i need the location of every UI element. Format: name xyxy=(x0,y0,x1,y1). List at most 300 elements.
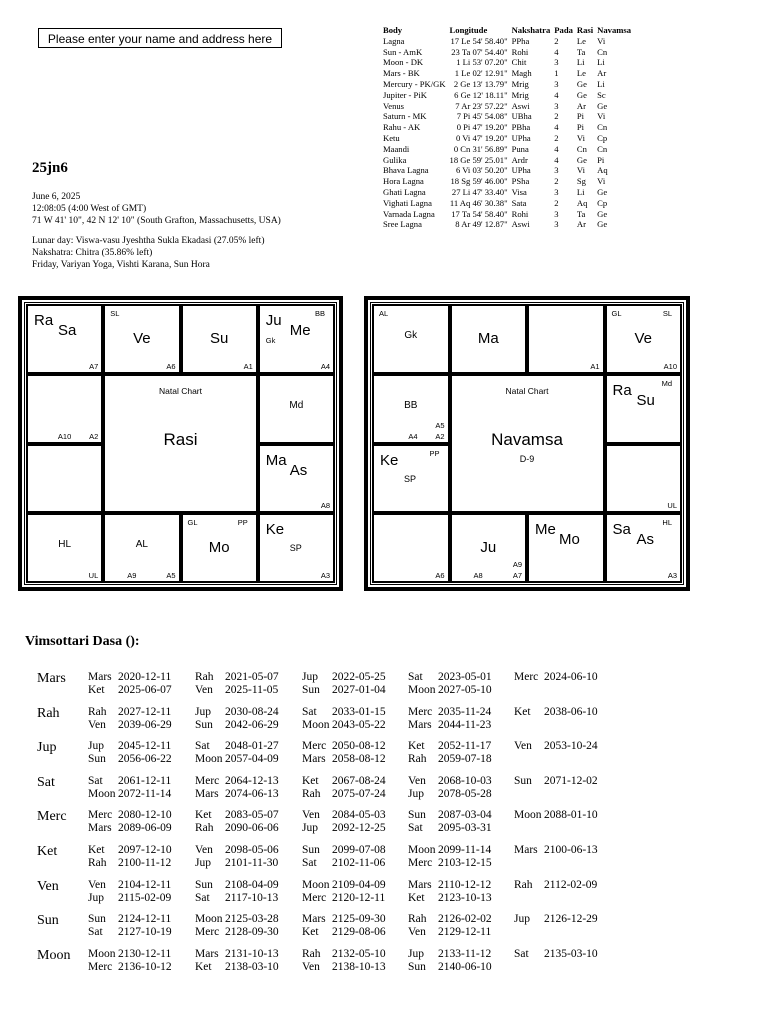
chart-cell-pi xyxy=(26,304,103,374)
antardasa-date: 2138-03-10 xyxy=(225,960,279,973)
body-cell: Le xyxy=(576,35,586,46)
dasa-antardasa xyxy=(302,684,386,696)
upagraha-label: GL xyxy=(187,518,198,528)
antardasa-planet: Sat xyxy=(408,671,423,683)
antardasa-date: 2059-07-18 xyxy=(438,753,492,766)
antardasa-date: 2090-06-06 xyxy=(225,822,279,835)
antardasa-date: 2112-02-09 xyxy=(544,878,598,891)
dasa-antardasa xyxy=(302,671,386,683)
arudha-label: A4 xyxy=(320,361,330,371)
antardasa-planet: Ket xyxy=(302,926,319,939)
body-cell: Li xyxy=(576,57,585,68)
body-cell: Sree Lagna xyxy=(383,219,422,230)
dasa-antardasa xyxy=(302,788,386,800)
body-cell: 3 xyxy=(554,186,559,197)
body-row xyxy=(383,133,635,144)
antardasa-planet: Jup xyxy=(195,705,211,718)
body-cell: Ghati Lagna xyxy=(383,186,426,197)
dasa-antardasa xyxy=(408,961,492,973)
antardasa-date: 2102-11-06 xyxy=(332,857,386,869)
antardasa-planet: Ket xyxy=(302,774,319,787)
arudha-label: A5 xyxy=(166,571,176,580)
antardasa-planet: Ven xyxy=(302,809,320,822)
chart-cell-sc xyxy=(450,513,528,583)
antardasa-date: 2068-10-03 xyxy=(438,774,492,787)
antardasa-date: 2100-11-12 xyxy=(118,857,172,869)
dasa-antardasa xyxy=(88,706,171,718)
body-cell: Vi xyxy=(576,132,585,143)
planet-label: Ra xyxy=(34,312,54,329)
chart-cell-le xyxy=(258,444,335,514)
dasa-antardasa xyxy=(408,857,492,869)
antardasa-date: 2064-12-13 xyxy=(225,774,279,787)
antardasa-date: 2080-12-10 xyxy=(118,809,172,822)
arudha-label: A3 xyxy=(667,571,677,580)
dasa-antardasa xyxy=(195,671,279,683)
body-cell: Pi xyxy=(597,154,605,165)
dasa-antardasa xyxy=(514,706,598,718)
antardasa-planet: Ven xyxy=(302,960,320,973)
planet-label: Ve xyxy=(634,329,653,347)
upagraha-label: HL xyxy=(662,518,672,528)
antardasa-planet: Merc xyxy=(408,705,433,718)
body-cell: 2 xyxy=(554,176,559,187)
antardasa-date: 2130-12-11 xyxy=(118,947,172,960)
body-cell: 4 xyxy=(554,89,559,100)
body-cell: Chit xyxy=(511,57,527,68)
dasa-antardasa xyxy=(88,857,171,869)
antardasa-date: 2071-12-02 xyxy=(544,774,598,787)
dasa-mahadasa: Rah xyxy=(37,705,60,721)
antardasa-planet: Sat xyxy=(195,891,210,904)
antardasa-date: 2092-12-25 xyxy=(332,822,386,835)
antardasa-planet: Jup xyxy=(88,740,104,753)
arudha-label: A8 xyxy=(473,571,483,580)
antardasa-date: 2140-06-10 xyxy=(438,960,492,973)
antardasa-planet: Sat xyxy=(408,822,423,835)
antardasa-planet: Rah xyxy=(88,857,107,869)
dasa-mahadasa: Moon xyxy=(37,947,71,963)
chart-cell-aq xyxy=(26,374,103,444)
chart-cell-cn xyxy=(258,374,335,444)
antardasa-planet: Ven xyxy=(514,740,532,753)
arudha-label: A1 xyxy=(243,361,253,371)
dasa-antardasa xyxy=(302,892,385,904)
body-row xyxy=(383,187,635,198)
dasa-antardasa xyxy=(408,926,491,938)
dasa-antardasa xyxy=(88,671,171,683)
antardasa-date: 2023-05-01 xyxy=(438,671,492,683)
dasa-antardasa xyxy=(408,913,492,925)
chart-cell-li xyxy=(527,513,605,583)
dasa-antardasa xyxy=(88,788,171,800)
body-cell: 2 xyxy=(554,197,559,208)
body-cell: Vi xyxy=(597,176,606,187)
antardasa-date: 2088-01-10 xyxy=(544,809,598,822)
antardasa-planet: Rah xyxy=(195,671,214,683)
antardasa-planet: Mars xyxy=(302,753,326,766)
body-cell: 3 xyxy=(554,57,559,68)
antardasa-planet: Jup xyxy=(302,822,318,835)
upagraha-label: GL xyxy=(611,309,622,318)
antardasa-planet: Rah xyxy=(88,705,107,718)
body-cell: 18 Ge 59' 25.01" xyxy=(449,154,508,165)
antardasa-date: 2126-12-29 xyxy=(544,913,598,926)
planet-label: Ju xyxy=(265,312,282,329)
dasa-antardasa xyxy=(195,788,279,800)
antardasa-date: 2087-03-04 xyxy=(438,809,492,822)
dasa-mahadasa: Sat xyxy=(37,774,55,790)
body-cell: Maandi xyxy=(383,143,410,154)
antardasa-planet: Mars xyxy=(514,844,538,856)
planet-label: Ma xyxy=(265,451,287,469)
antardasa-planet: Mars xyxy=(408,878,432,891)
chart-cell-ar xyxy=(450,304,528,374)
body-row xyxy=(383,155,635,166)
antardasa-planet: Mars xyxy=(88,822,112,835)
antardasa-planet: Moon xyxy=(302,878,330,891)
dasa-antardasa xyxy=(88,775,171,787)
body-cell: Li xyxy=(597,57,605,68)
dasa-antardasa xyxy=(408,879,491,891)
dasa-antardasa xyxy=(302,913,386,925)
body-cell: Ge xyxy=(576,154,587,165)
arudha-label: UL xyxy=(88,571,99,580)
antardasa-date: 2097-12-10 xyxy=(118,844,172,856)
antardasa-planet: Mars xyxy=(195,947,219,960)
antardasa-date: 2138-10-13 xyxy=(332,960,386,973)
dasa-antardasa xyxy=(408,809,492,821)
arudha-label: A10 xyxy=(57,431,72,441)
body-row xyxy=(383,144,635,155)
bodies-header-row xyxy=(383,25,635,36)
dasa-antardasa xyxy=(514,775,598,787)
antardasa-planet: Moon xyxy=(302,718,330,731)
antardasa-planet: Ket xyxy=(88,844,105,856)
body-cell: Mrig xyxy=(511,78,529,89)
antardasa-planet: Jup xyxy=(408,787,424,800)
body-cell: Ta xyxy=(576,46,586,57)
antardasa-date: 2039-06-29 xyxy=(118,718,172,731)
body-cell: 3 xyxy=(554,219,559,230)
body-cell: Sg xyxy=(576,176,586,187)
antardasa-date: 2104-12-11 xyxy=(118,878,172,891)
body-cell: 4 xyxy=(554,143,559,154)
body-cell: Pi xyxy=(576,111,585,122)
chart-cell-ta xyxy=(527,304,605,374)
body-cell: Sun - AmK xyxy=(383,46,423,57)
antardasa-planet: Jup xyxy=(302,671,318,683)
dasa-antardasa xyxy=(302,961,386,973)
antardasa-date: 2043-05-22 xyxy=(332,718,386,731)
dasa-antardasa xyxy=(302,809,386,821)
arudha-label: A3 xyxy=(320,571,330,580)
dasa-mahadasa: Ket xyxy=(37,844,58,859)
body-cell: 3 xyxy=(554,78,559,89)
body-cell: Mars - BK xyxy=(383,68,420,79)
antardasa-date: 2117-10-13 xyxy=(225,891,279,904)
antardasa-date: 2120-12-11 xyxy=(332,891,386,904)
body-cell: Varnada Lagna xyxy=(383,208,435,219)
antardasa-planet: Ven xyxy=(408,926,426,939)
body-cell: 7 Pi 45' 54.08" xyxy=(456,111,508,122)
body-cell: 2 xyxy=(554,111,559,122)
antardasa-planet: Ket xyxy=(408,891,425,904)
antardasa-date: 2089-06-09 xyxy=(118,822,172,835)
dasa-antardasa xyxy=(302,926,386,938)
bodies-table xyxy=(383,25,635,230)
antardasa-date: 2095-03-31 xyxy=(438,822,492,835)
body-cell: 0 Pi 47' 19.20" xyxy=(456,122,508,133)
planet-label: SP xyxy=(404,473,417,484)
dasa-antardasa xyxy=(302,740,386,752)
arudha-label: A8 xyxy=(320,501,330,511)
dasa-antardasa xyxy=(88,948,171,960)
antardasa-planet: Mars xyxy=(195,787,219,800)
antardasa-date: 2083-05-07 xyxy=(225,809,279,822)
antardasa-planet: Moon xyxy=(195,913,223,926)
body-cell: Cn xyxy=(576,143,587,154)
antardasa-planet: Jup xyxy=(514,913,530,926)
chart-cell-ar xyxy=(103,304,180,374)
antardasa-date: 2100-06-13 xyxy=(544,844,598,856)
dasa-antardasa xyxy=(88,753,172,765)
dasa-antardasa xyxy=(302,719,386,731)
antardasa-date: 2045-12-11 xyxy=(118,740,172,753)
antardasa-date: 2115-02-09 xyxy=(118,891,172,904)
planet-label: Md xyxy=(289,399,304,411)
body-cell: Mercury - PK/GK xyxy=(383,78,446,89)
chart-subtitle: Natal Chart xyxy=(505,385,549,396)
name-address-prompt[interactable]: Please enter your name and address here xyxy=(38,28,282,48)
chart-cell-ta xyxy=(181,304,258,374)
body-cell: Cp xyxy=(597,197,608,208)
body-cell: 4 xyxy=(554,46,559,57)
dasa-title: Vimsottari Dasa (): xyxy=(25,634,140,649)
antardasa-date: 2024-06-10 xyxy=(544,671,598,683)
planet-label: Gk xyxy=(404,329,418,341)
planet-label: Su xyxy=(209,329,229,347)
dasa-antardasa xyxy=(408,753,492,765)
antardasa-date: 2124-12-11 xyxy=(118,913,172,926)
antardasa-date: 2125-09-30 xyxy=(332,913,386,926)
gulika-label: Gk xyxy=(265,336,276,345)
arudha-label: A6 xyxy=(166,361,176,371)
antardasa-date: 2027-01-04 xyxy=(332,684,386,696)
day-yoga-karana: Friday, Variyan Yoga, Vishti Karana, Sun Hora xyxy=(32,260,210,270)
dasa-antardasa xyxy=(408,740,491,752)
upagraha-label: Md xyxy=(661,378,672,388)
chart-cell-cn xyxy=(605,374,683,444)
antardasa-date: 2057-04-09 xyxy=(225,753,279,766)
upagraha-label: PP xyxy=(237,518,248,528)
antardasa-date: 2025-06-07 xyxy=(118,684,172,696)
dasa-antardasa xyxy=(408,892,492,904)
planet-label: Ma xyxy=(477,329,499,347)
body-cell: 2 xyxy=(554,132,559,143)
antardasa-planet: Rah xyxy=(302,787,321,800)
antardasa-date: 2058-08-12 xyxy=(332,753,386,766)
body-cell: Saturn - MK xyxy=(383,111,427,122)
antardasa-planet: Merc xyxy=(88,809,113,822)
antardasa-date: 2072-11-14 xyxy=(118,787,172,800)
antardasa-planet: Sat xyxy=(302,857,317,869)
planet-label: Me xyxy=(289,322,311,339)
upagraha-label: PP xyxy=(429,448,440,458)
body-cell: PSha xyxy=(511,176,530,187)
antardasa-date: 2135-03-10 xyxy=(544,947,598,960)
arudha-label: A2 xyxy=(435,431,445,441)
body-cell: 27 Li 47' 33.40" xyxy=(451,186,508,197)
body-cell: Vi xyxy=(576,165,585,176)
antardasa-date: 2035-11-24 xyxy=(438,705,492,718)
dasa-antardasa xyxy=(302,775,386,787)
dasa-antardasa xyxy=(514,879,597,891)
dasa-antardasa xyxy=(195,706,279,718)
dasa-antardasa xyxy=(88,809,172,821)
antardasa-date: 2110-12-12 xyxy=(438,878,492,891)
arudha-label: A9 xyxy=(512,560,522,569)
antardasa-date: 2033-01-15 xyxy=(332,705,386,718)
antardasa-planet: Sat xyxy=(88,774,103,787)
planet-label: Ve xyxy=(133,329,151,347)
body-cell: Bhava Lagna xyxy=(383,165,429,176)
dasa-antardasa xyxy=(514,948,598,960)
body-cell: Aq xyxy=(597,165,608,176)
dasa-mahadasa: Sun xyxy=(37,913,59,929)
body-cell: 0 Vi 47' 19.20" xyxy=(455,132,508,143)
planet-label: Ke xyxy=(265,521,285,539)
arudha-label: A7 xyxy=(512,571,522,580)
upagraha-label: AL xyxy=(379,309,389,318)
antardasa-date: 2136-10-12 xyxy=(118,960,172,973)
antardasa-date: 2027-12-11 xyxy=(118,705,172,718)
chart-cell-vi xyxy=(258,513,335,583)
antardasa-date: 2020-12-11 xyxy=(118,671,172,683)
body-cell: Ta xyxy=(576,208,586,219)
antardasa-planet: Merc xyxy=(195,926,220,939)
dasa-antardasa xyxy=(514,913,598,925)
birth-location: 71 W 41' 10", 42 N 12' 10" (South Grafton, Massachusetts, USA) xyxy=(32,216,281,226)
planet-label: As xyxy=(289,461,308,479)
body-cell: Hora Lagna xyxy=(383,176,424,187)
dasa-antardasa xyxy=(302,753,386,765)
dasa-antardasa xyxy=(408,822,492,834)
dasa-antardasa xyxy=(408,788,492,800)
arudha-label: A2 xyxy=(89,431,99,441)
body-row xyxy=(383,165,635,176)
chart-cell-ge xyxy=(258,304,335,374)
dasa-antardasa xyxy=(302,706,386,718)
antardasa-planet: Ven xyxy=(88,878,106,891)
column-header: Pada xyxy=(554,25,573,35)
antardasa-date: 2044-11-23 xyxy=(438,718,492,731)
antardasa-planet: Sat xyxy=(514,947,529,960)
dasa-antardasa xyxy=(195,948,279,960)
arudha-label: A6 xyxy=(435,571,445,580)
arudha-label: A10 xyxy=(663,361,677,371)
body-cell: PBha xyxy=(511,122,531,133)
dasa-antardasa xyxy=(88,926,172,938)
antardasa-planet: Moon xyxy=(514,809,542,822)
antardasa-date: 2030-08-24 xyxy=(225,705,279,718)
dasa-antardasa xyxy=(195,775,279,787)
body-cell: Pi xyxy=(576,122,585,133)
body-cell: Venus xyxy=(383,100,405,111)
dasa-antardasa xyxy=(195,809,279,821)
chart-cell-cp xyxy=(26,444,103,514)
chart-cell-cp xyxy=(372,444,450,514)
body-cell: Rohi xyxy=(511,46,529,57)
planet-label: Mo xyxy=(559,531,580,549)
body-cell: Ge xyxy=(597,208,608,219)
body-cell: 0 Cn 31' 56.89" xyxy=(453,143,508,154)
body-cell: Rohi xyxy=(511,208,529,219)
body-cell: Magh xyxy=(511,68,532,79)
dasa-antardasa xyxy=(408,684,492,696)
antardasa-planet: Ket xyxy=(514,705,531,718)
antardasa-date: 2126-02-02 xyxy=(438,913,492,926)
planet-label: Ju xyxy=(480,539,497,557)
dasa-antardasa xyxy=(195,926,279,938)
nakshatra: Nakshatra: Chitra (35.86% left) xyxy=(32,248,153,258)
antardasa-planet: Sun xyxy=(88,753,106,766)
body-cell: Puna xyxy=(511,143,529,154)
antardasa-planet: Moon xyxy=(408,684,436,696)
antardasa-date: 2022-05-25 xyxy=(332,671,386,683)
dasa-antardasa xyxy=(408,719,491,731)
body-row xyxy=(383,68,635,79)
body-row xyxy=(383,198,635,209)
chart-cell-sc xyxy=(103,513,180,583)
body-cell: Cn xyxy=(597,122,608,133)
body-cell: Cn xyxy=(597,143,608,154)
antardasa-planet: Mars xyxy=(302,913,326,926)
dasa-mahadasa: Jup xyxy=(37,740,57,756)
column-header: Rasi xyxy=(576,25,594,35)
dasa-antardasa xyxy=(88,892,171,904)
antardasa-planet: Sun xyxy=(88,913,106,926)
antardasa-date: 2099-07-08 xyxy=(332,844,386,856)
antardasa-planet: Ket xyxy=(195,809,212,822)
antardasa-planet: Ket xyxy=(195,960,212,973)
antardasa-date: 2099-11-14 xyxy=(438,844,492,856)
dasa-antardasa xyxy=(195,822,279,834)
birth-date: June 6, 2025 xyxy=(32,192,81,202)
chart-subtitle: Natal Chart xyxy=(159,385,202,396)
chart-cell-pi xyxy=(372,304,450,374)
body-row xyxy=(383,111,635,122)
body-cell: Gulika xyxy=(383,154,407,165)
antardasa-date: 2025-11-05 xyxy=(225,684,279,696)
dasa-antardasa xyxy=(408,948,491,960)
antardasa-planet: Ven xyxy=(195,684,213,696)
antardasa-date: 2123-10-13 xyxy=(438,891,492,904)
antardasa-date: 2074-06-13 xyxy=(225,787,279,800)
dasa-antardasa xyxy=(302,857,385,869)
upagraha-label: BB xyxy=(314,309,325,318)
chart-cell-le xyxy=(605,444,683,514)
dasa-antardasa xyxy=(88,879,171,891)
body-cell: Li xyxy=(576,186,585,197)
dasa-antardasa xyxy=(195,879,279,891)
antardasa-planet: Rah xyxy=(514,878,533,891)
body-cell: 3 xyxy=(554,208,559,219)
antardasa-date: 2021-05-07 xyxy=(225,671,279,683)
body-cell: Jupiter - PiK xyxy=(383,89,427,100)
antardasa-planet: Jup xyxy=(195,857,211,869)
body-cell: UPha xyxy=(511,132,531,143)
